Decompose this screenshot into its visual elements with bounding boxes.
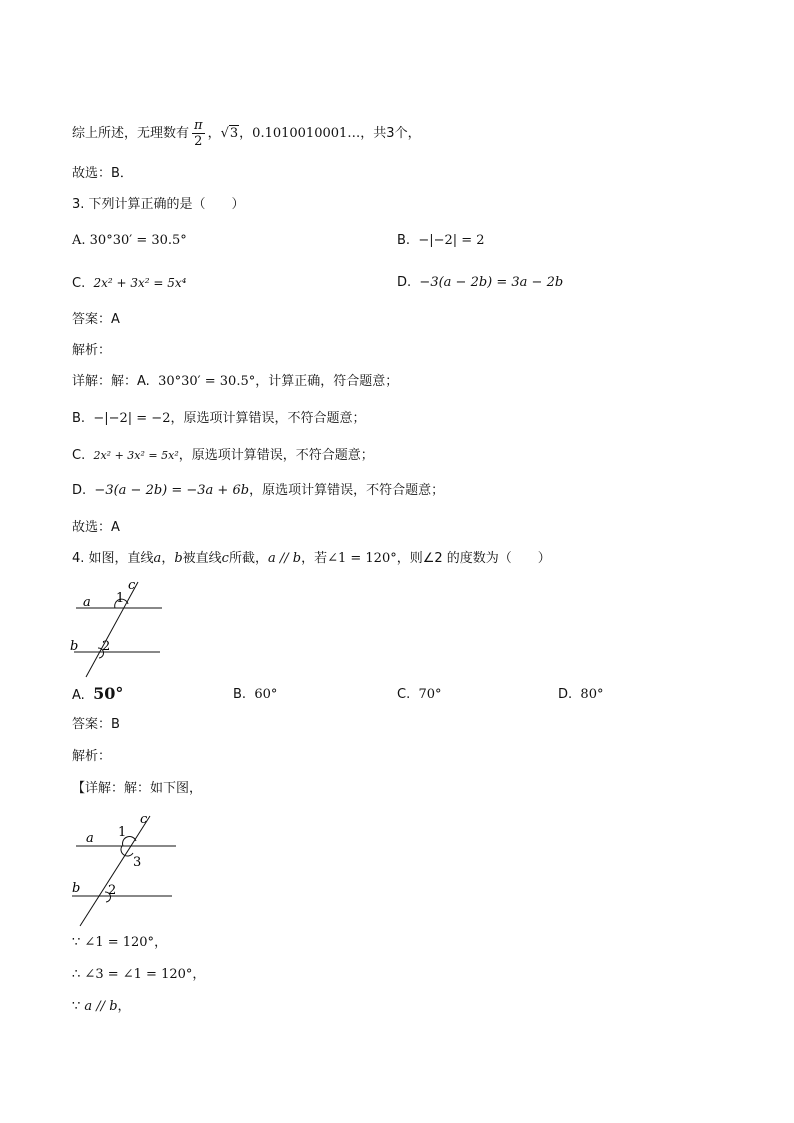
q4-detail: 【详解：解：如下图， [72, 781, 203, 796]
q4-step-1: ∵ ∠1 = 120°， [72, 935, 168, 950]
q4-option-c: C. 70° [397, 687, 442, 702]
q4-stem: 4. 如图，直线a，b被直线c所截，a // b，若∠1 = 120°，则∠2 的度数为（ ） [72, 551, 551, 566]
q4-option-d: D. 80° [558, 687, 604, 702]
q3-option-b: B. −|−2| = 2 [397, 233, 485, 248]
q4-analysis: 解析： [72, 749, 112, 764]
q4-step-2: ∴ ∠3 = ∠1 = 120°， [72, 967, 206, 982]
label-2: 2 [108, 883, 117, 898]
q2-choose: 故选：B． [72, 166, 133, 181]
q3-detail-a: 详解：解：A. 30°30′ = 30.5°，计算正确，符合题意； [72, 374, 399, 389]
q4-answer: 答案：B [72, 717, 120, 732]
label-a: a [86, 831, 94, 846]
figure-parallel-lines-2 [66, 808, 182, 928]
q3-detail-d: D. −3(a − 2b) = −3a + 6b，原选项计算错误，不符合题意； [72, 483, 445, 498]
label-1: 1 [116, 591, 125, 606]
q3-answer: 答案：A [72, 312, 120, 327]
summary-line: 综上所述，无理数有 $\frac{\pi}{2}$ ，√3，0.1010010001…，共3个， [72, 118, 421, 149]
summary-suffix: ，共3个， [360, 126, 421, 141]
q3-detail-b: B. −|−2| = −2，原选项计算错误，不符合题意； [72, 411, 366, 426]
q4-option-b: B. 60° [233, 687, 278, 702]
label-2: 2 [102, 639, 111, 654]
q3-detail-c: C. 2x² + 3x² = 5x²，原选项计算错误，不符合题意； [72, 448, 374, 463]
label-b: b [70, 639, 79, 654]
label-b: b [72, 881, 81, 896]
label-c: c [128, 578, 136, 593]
angle-3-arc [121, 846, 133, 856]
q3-option-c: C. 2x² + 3x² = 5x⁴ [72, 276, 187, 291]
q3-option-d: D. −3(a − 2b) = 3a − 2b [397, 275, 564, 290]
pi-over-2: $\frac{\pi}{2}$ [194, 118, 203, 149]
q3-option-a: A. 30°30′ = 30.5° [72, 233, 187, 248]
decimal-number: 0.1010010001… [252, 126, 361, 141]
q3-analysis: 解析： [72, 343, 112, 358]
label-a: a [83, 595, 91, 610]
q4-step-3: ∵ a // b， [72, 999, 131, 1014]
label-1: 1 [118, 825, 127, 840]
line-c [86, 582, 138, 677]
q3-stem: 3. 下列计算正确的是（ ） [72, 197, 245, 212]
label-3: 3 [133, 855, 142, 870]
summary-prefix: 综上所述，无理数有 [72, 126, 190, 141]
sqrt-3: √3 [220, 126, 239, 141]
label-c: c [140, 812, 148, 827]
q4-option-a: A. 50° [72, 684, 124, 703]
figure-parallel-lines-1 [66, 576, 168, 678]
q3-choose: 故选：A [72, 520, 120, 535]
